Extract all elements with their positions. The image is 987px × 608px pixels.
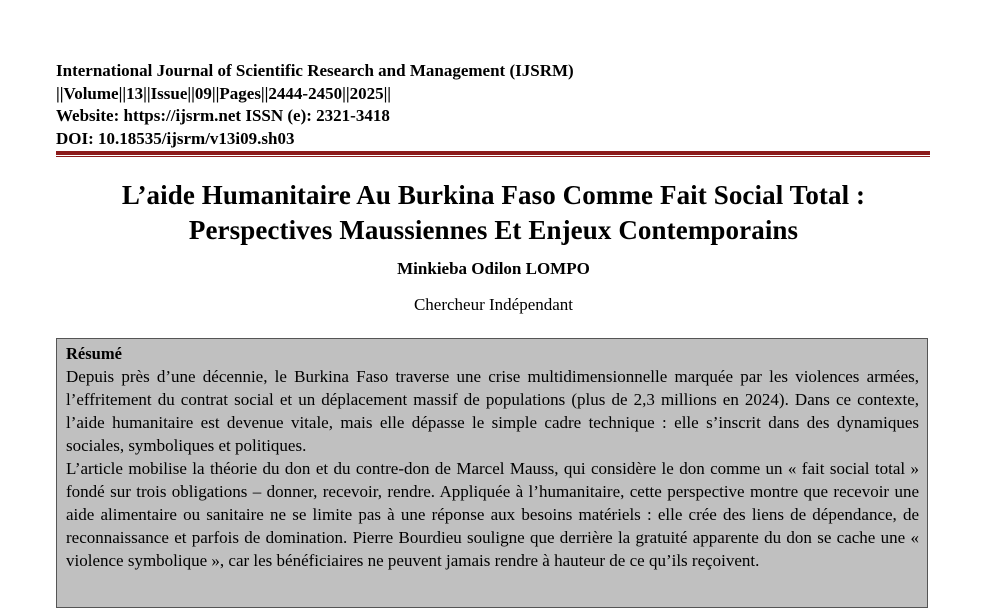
author-name: Minkieba Odilon LOMPO — [397, 259, 590, 278]
website-issn: Website: https://ijsrm.net ISSN (e): 2321-3418 — [56, 106, 390, 125]
title-line-1: L’aide Humanitaire Au Burkina Faso Comme Fait Social Total : — [121, 180, 866, 210]
title-line-2: Perspectives Maussiennes Et Enjeux Contemporains — [188, 215, 799, 245]
issue-info: ||Volume||13||Issue||09||Pages||2444-2450||2025|| — [56, 83, 392, 103]
doi: DOI: 10.18535/ijsrm/v13i09.sh03 — [56, 128, 295, 148]
article-title — [0, 178, 987, 248]
abstract-paragraph-2: L’article mobilise la théorie du don et du contre-don de Marcel Mauss, qui considère le don comme un « fait social total » fondé sur trois obligations – donner, recevoir, rendre. Appliquée à l’humanitaire, cette perspective montre que recevoir une aide alimentaire ou sanitaire ne se limite pas à une réponse aux besoins matériels : elle crée des liens de dépendance, de reconnaissance et parfois de domination. Pierre Bourdieu souligne que derrière la gratuité apparente du don se cache une « violence symbolique », car les bénéficiaires ne peuvent jamais rendre à hauteur de ce qu’ils reçoivent. — [66, 459, 919, 570]
abstract-box — [56, 338, 928, 608]
journal-name: International Journal of Scientific Research and Management (IJSRM) — [56, 61, 574, 80]
abstract-paragraph-1: Depuis près d’une décennie, le Burkina Faso traverse une crise multidimensionnelle marquée par les violences armées, l’effritement du contrat social et un déplacement massif de populations (plus de 2,3 millions en 2024). Dans ce contexte, l’aide humanitaire est devenue vitale, mais elle dépasse le simple cadre technique : elle s’inscrit dans des dynamiques sociales, symboliques et politiques. — [66, 367, 919, 455]
header-rule-thick — [56, 151, 930, 155]
author-affiliation: Chercheur Indépendant — [413, 295, 574, 314]
journal-header — [56, 60, 930, 150]
abstract-heading: Résumé — [66, 344, 122, 363]
header-rule-thin — [56, 156, 930, 157]
